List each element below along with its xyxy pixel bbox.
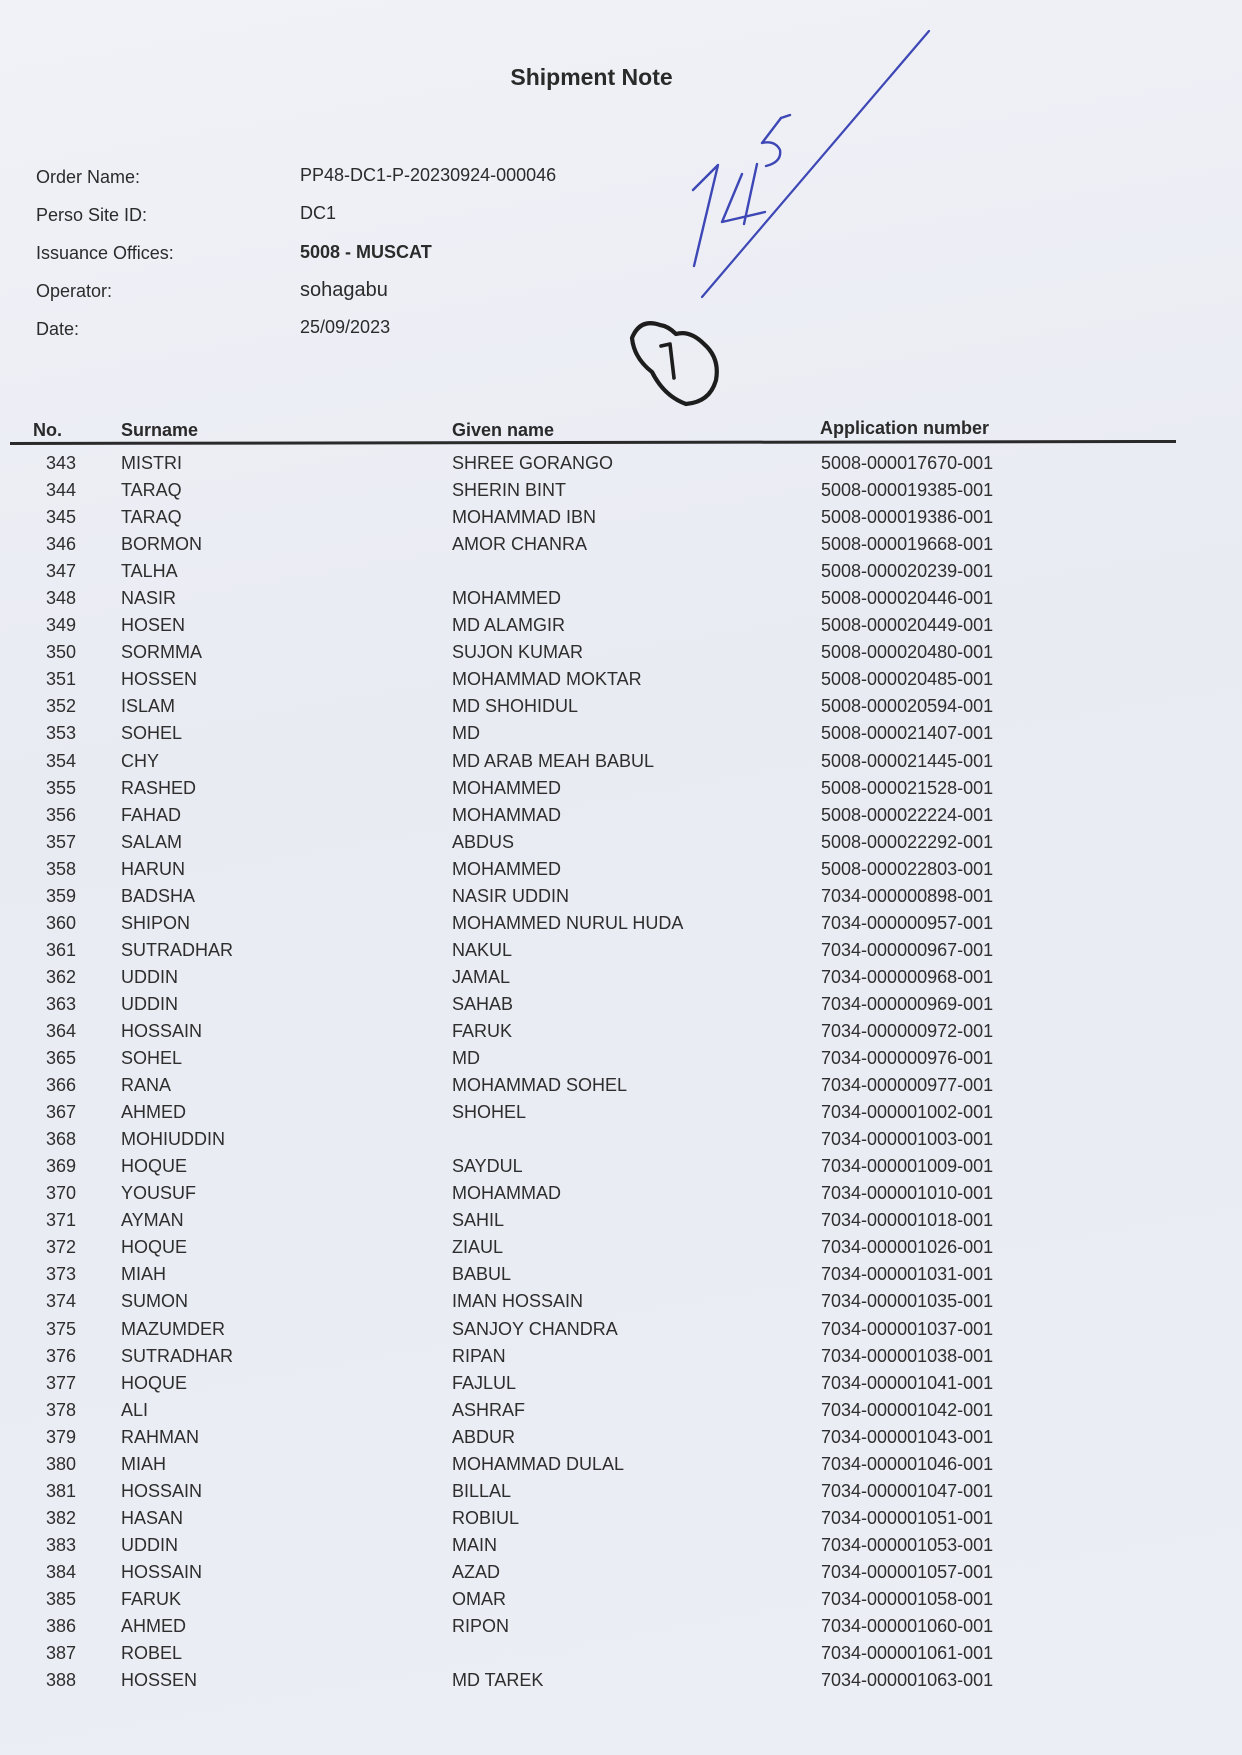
- application-number-cell: 7034-000001037-001: [821, 1318, 994, 1339]
- surname-cell: AHMED: [121, 1102, 187, 1123]
- row-number: 381: [45, 1480, 76, 1501]
- table-row: [0, 750, 1242, 777]
- table-row: [0, 1453, 1242, 1480]
- surname-cell: MIAH: [121, 1264, 166, 1285]
- surname-cell: SUTRADHAR: [121, 1345, 234, 1366]
- application-number-cell: 5008-000020446-001: [821, 588, 994, 609]
- application-number-cell: 7034-000000968-001: [821, 966, 994, 987]
- surname-cell: HASAN: [121, 1507, 184, 1528]
- row-number: 387: [45, 1643, 76, 1664]
- application-number-cell: 5008-000022224-001: [821, 804, 994, 825]
- table-row: [0, 560, 1242, 587]
- surname-cell: NASIR: [121, 588, 177, 609]
- given-name-cell: ASHRAF: [452, 1399, 526, 1420]
- table-row: [0, 641, 1242, 668]
- circled-number-1: [632, 323, 717, 404]
- surname-cell: YOUSUF: [121, 1183, 197, 1204]
- surname-cell: BORMON: [121, 534, 202, 555]
- table-row: [0, 1290, 1242, 1317]
- table-row: [0, 939, 1242, 966]
- row-number: 360: [45, 912, 76, 933]
- row-number: 364: [45, 1020, 76, 1041]
- surname-cell: ISLAM: [121, 696, 176, 717]
- application-number-cell: 5008-000020449-001: [821, 615, 994, 636]
- row-number: 382: [45, 1507, 76, 1528]
- handwritten-count-145: [693, 115, 790, 266]
- row-number: 356: [45, 804, 76, 825]
- row-number: 376: [45, 1345, 76, 1366]
- given-name-cell: MD ALAMGIR: [452, 615, 566, 636]
- table-row: [0, 966, 1242, 993]
- surname-cell: TARAQ: [121, 480, 182, 501]
- application-number-cell: 7034-000001035-001: [821, 1291, 994, 1312]
- given-name-cell: MD SHOHIDUL: [452, 696, 579, 717]
- surname-cell: AYMAN: [121, 1210, 184, 1231]
- surname-cell: FARUK: [121, 1588, 182, 1609]
- row-number: 371: [45, 1210, 76, 1231]
- order-name-value: PP48-DC1-P-20230924-000046: [300, 165, 557, 185]
- table-row: [0, 858, 1242, 885]
- given-name-cell: AMOR CHANRA: [452, 534, 588, 555]
- table-row: [0, 722, 1242, 749]
- surname-cell: SUTRADHAR: [121, 939, 234, 960]
- given-name-cell: MOHAMMED: [452, 777, 561, 798]
- shipment-table-body: [0, 452, 1242, 1696]
- row-number: 379: [45, 1426, 76, 1447]
- table-row: [0, 587, 1242, 614]
- surname-cell: MOHIUDDIN: [121, 1129, 225, 1150]
- table-row: [0, 452, 1242, 479]
- given-name-cell: MOHAMMAD: [452, 804, 561, 825]
- row-number: 385: [45, 1588, 76, 1609]
- surname-cell: SOHEL: [121, 1048, 183, 1069]
- application-number-cell: 7034-000001041-001: [821, 1372, 994, 1393]
- table-row: [0, 993, 1242, 1020]
- header-surname: Surname: [121, 420, 199, 440]
- application-number-cell: 7034-000001057-001: [821, 1561, 994, 1582]
- application-number-cell: 5008-000020239-001: [821, 561, 994, 582]
- row-number: 375: [45, 1318, 76, 1339]
- given-name-cell: MOHAMMAD: [452, 1183, 561, 1204]
- row-number: 366: [45, 1075, 76, 1096]
- row-number: 372: [45, 1237, 76, 1258]
- surname-cell: ALI: [121, 1399, 149, 1420]
- date-value: 25/09/2023: [300, 317, 391, 337]
- surname-cell: HOSEN: [121, 615, 186, 636]
- given-name-cell: MD: [452, 723, 480, 744]
- given-name-cell: MOHAMMED NURUL HUDA: [452, 912, 684, 933]
- row-number: 380: [45, 1453, 76, 1474]
- surname-cell: HOQUE: [121, 1156, 188, 1177]
- application-number-cell: 5008-000020594-001: [821, 696, 994, 717]
- given-name-cell: MOHAMMED: [452, 588, 561, 609]
- given-name-cell: AZAD: [452, 1561, 501, 1582]
- table-row: [0, 1318, 1242, 1345]
- surname-cell: HOSSAIN: [121, 1480, 203, 1501]
- surname-cell: HARUN: [121, 858, 186, 879]
- application-number-cell: 7034-000001031-001: [821, 1264, 994, 1285]
- row-number: 362: [45, 966, 76, 987]
- application-number-cell: 7034-000001009-001: [821, 1156, 994, 1177]
- application-number-cell: 7034-000000976-001: [821, 1048, 994, 1069]
- row-number: 348: [45, 588, 76, 609]
- operator-value: sohagabu: [300, 279, 388, 301]
- given-name-cell: SHERIN BINT: [452, 480, 567, 501]
- table-row: [0, 1507, 1242, 1534]
- given-name-cell: BABUL: [452, 1264, 512, 1285]
- given-name-cell: MAIN: [452, 1534, 497, 1555]
- application-number-cell: 7034-000000957-001: [821, 912, 994, 933]
- row-number: 346: [45, 534, 76, 555]
- given-name-cell: ABDUS: [452, 831, 515, 852]
- surname-cell: FAHAD: [121, 804, 182, 825]
- table-row: [0, 1669, 1242, 1696]
- application-number-cell: 7034-000001047-001: [821, 1480, 994, 1501]
- header-given-name: Given name: [452, 420, 555, 440]
- table-row: [0, 1561, 1242, 1588]
- table-row: [0, 1101, 1242, 1128]
- table-row: [0, 885, 1242, 912]
- table-row: [0, 533, 1242, 560]
- application-number-cell: 7034-000001053-001: [821, 1534, 994, 1555]
- given-name-cell: MOHAMMAD DULAL: [452, 1453, 625, 1474]
- application-number-cell: 7034-000000898-001: [821, 885, 994, 906]
- given-name-cell: SAYDUL: [452, 1156, 523, 1177]
- application-number-cell: 7034-000001046-001: [821, 1453, 994, 1474]
- surname-cell: UDDIN: [121, 966, 178, 987]
- row-number: 377: [45, 1372, 76, 1393]
- table-row: [0, 804, 1242, 831]
- table-row: [0, 1426, 1242, 1453]
- table-row: [0, 614, 1242, 641]
- table-row: [0, 1047, 1242, 1074]
- given-name-cell: MD: [452, 1048, 480, 1069]
- application-number-cell: 7034-000001051-001: [821, 1507, 994, 1528]
- table-row: [0, 1534, 1242, 1561]
- surname-cell: MAZUMDER: [121, 1318, 225, 1339]
- header-application-number: Application number: [820, 418, 990, 438]
- perso-site-label: Perso Site ID:: [36, 205, 148, 225]
- application-number-cell: 7034-000001010-001: [821, 1183, 994, 1204]
- row-number: 343: [45, 453, 76, 473]
- row-number: 344: [45, 480, 76, 501]
- given-name-cell: NASIR UDDIN: [452, 885, 570, 906]
- date-label: Date:: [36, 319, 80, 339]
- surname-cell: BADSHA: [121, 885, 196, 906]
- surname-cell: RASHED: [121, 777, 197, 798]
- surname-cell: SUMON: [121, 1291, 188, 1312]
- table-row: [0, 1074, 1242, 1101]
- row-number: 345: [45, 507, 76, 528]
- given-name-cell: FARUK: [452, 1020, 513, 1041]
- application-number-cell: 5008-000022292-001: [821, 831, 994, 852]
- application-number-cell: 7034-000000972-001: [821, 1020, 994, 1041]
- table-row: [0, 777, 1242, 804]
- table-row: [0, 1372, 1242, 1399]
- given-name-cell: SAHIL: [452, 1210, 505, 1231]
- surname-cell: HOSSEN: [121, 1670, 198, 1691]
- perso-site-value: DC1: [300, 203, 337, 223]
- given-name-cell: SANJOY CHANDRA: [452, 1318, 618, 1339]
- surname-cell: HOSSEN: [121, 669, 198, 690]
- surname-cell: SORMMA: [121, 642, 202, 663]
- row-number: 347: [45, 561, 76, 582]
- row-number: 350: [45, 642, 76, 663]
- order-name-label: Order Name:: [36, 167, 141, 187]
- application-number-cell: 7034-000000977-001: [821, 1075, 994, 1096]
- application-number-cell: 7034-000001058-001: [821, 1588, 994, 1609]
- given-name-cell: MD ARAB MEAH BABUL: [452, 750, 655, 771]
- given-name-cell: SHOHEL: [452, 1102, 527, 1123]
- application-number-cell: 5008-000021445-001: [821, 750, 994, 771]
- given-name-cell: JAMAL: [452, 966, 511, 987]
- surname-cell: MIAH: [121, 1453, 166, 1474]
- table-row: [0, 695, 1242, 722]
- surname-cell: UDDIN: [121, 993, 178, 1014]
- table-row: [0, 1615, 1242, 1642]
- application-number-cell: 7034-000000969-001: [821, 993, 994, 1014]
- table-row: [0, 1020, 1242, 1047]
- surname-cell: SALAM: [121, 831, 183, 852]
- table-row: [0, 1399, 1242, 1426]
- application-number-cell: 7034-000001043-001: [821, 1426, 994, 1447]
- application-number-cell: 7034-000001061-001: [821, 1643, 994, 1664]
- row-number: 384: [45, 1561, 76, 1582]
- given-name-cell: SAHAB: [452, 993, 514, 1014]
- surname-cell: UDDIN: [121, 1534, 178, 1555]
- given-name-cell: ABDUR: [452, 1426, 516, 1447]
- row-number: 349: [45, 615, 76, 636]
- surname-cell: MISTRI: [121, 453, 182, 473]
- application-number-cell: 5008-000022803-001: [821, 858, 994, 879]
- row-number: 368: [45, 1129, 76, 1150]
- surname-cell: HOQUE: [121, 1372, 188, 1393]
- row-number: 357: [45, 831, 76, 852]
- row-number: 351: [45, 669, 76, 690]
- given-name-cell: SHREE GORANGO: [452, 453, 614, 473]
- document-title: Shipment Note: [510, 64, 673, 90]
- given-name-cell: IMAN HOSSAIN: [452, 1291, 584, 1312]
- row-number: 386: [45, 1616, 76, 1637]
- row-number: 369: [45, 1156, 76, 1177]
- application-number-cell: 5008-000020480-001: [821, 642, 994, 663]
- table-row: [0, 1345, 1242, 1372]
- table-row: [0, 1263, 1242, 1290]
- table-row: [0, 1209, 1242, 1236]
- row-number: 367: [45, 1102, 76, 1123]
- table-row: [0, 1128, 1242, 1155]
- table-row: [0, 1182, 1242, 1209]
- table-row: [0, 479, 1242, 506]
- application-number-cell: 5008-000021528-001: [821, 777, 994, 798]
- table-row: [0, 912, 1242, 939]
- given-name-cell: MOHAMMED: [452, 858, 561, 879]
- surname-cell: SHIPON: [121, 912, 191, 933]
- given-name-cell: FAJLUL: [452, 1372, 517, 1393]
- row-number: 365: [45, 1048, 76, 1069]
- issuance-office-label: Issuance Offices:: [36, 243, 174, 263]
- application-number-cell: 7034-000001063-001: [821, 1670, 994, 1691]
- given-name-cell: BILLAL: [452, 1480, 512, 1501]
- application-number-cell: 7034-000001060-001: [821, 1616, 994, 1637]
- table-row: [0, 1480, 1242, 1507]
- application-number-cell: 5008-000017670-001: [821, 453, 994, 473]
- row-number: 374: [45, 1291, 76, 1312]
- table-row: [0, 1155, 1242, 1182]
- given-name-cell: OMAR: [452, 1588, 506, 1609]
- surname-cell: TARAQ: [121, 507, 182, 528]
- given-name-cell: MOHAMMAD SOHEL: [452, 1075, 628, 1096]
- application-number-cell: 7034-000001018-001: [821, 1210, 994, 1231]
- row-number: 373: [45, 1264, 76, 1285]
- given-name-cell: SUJON KUMAR: [452, 642, 584, 663]
- row-number: 353: [45, 723, 76, 744]
- application-number-cell: 7034-000001038-001: [821, 1345, 994, 1366]
- table-row: [0, 1236, 1242, 1263]
- header-no: No.: [33, 420, 62, 440]
- table-row: [0, 831, 1242, 858]
- table-row: [0, 1588, 1242, 1615]
- row-number: 354: [45, 750, 76, 771]
- given-name-cell: RIPAN: [452, 1345, 506, 1366]
- given-name-cell: NAKUL: [452, 939, 513, 960]
- table-row: [0, 506, 1242, 533]
- row-number: 388: [45, 1670, 76, 1691]
- application-number-cell: 7034-000001002-001: [821, 1102, 994, 1123]
- surname-cell: CHY: [121, 750, 160, 771]
- row-number: 355: [45, 777, 76, 798]
- surname-cell: HOQUE: [121, 1237, 188, 1258]
- surname-cell: AHMED: [121, 1616, 187, 1637]
- given-name-cell: RIPON: [452, 1616, 510, 1637]
- application-number-cell: 7034-000001042-001: [821, 1399, 994, 1420]
- row-number: 370: [45, 1183, 76, 1204]
- surname-cell: HOSSAIN: [121, 1561, 203, 1582]
- application-number-cell: 5008-000020485-001: [821, 669, 994, 690]
- application-number-cell: 7034-000001003-001: [821, 1129, 994, 1150]
- row-number: 358: [45, 858, 76, 879]
- given-name-cell: ZIAUL: [452, 1237, 504, 1258]
- given-name-cell: ROBIUL: [452, 1507, 520, 1528]
- application-number-cell: 5008-000019386-001: [821, 507, 994, 528]
- surname-cell: ROBEL: [121, 1643, 183, 1664]
- surname-cell: RANA: [121, 1075, 172, 1096]
- given-name-cell: MOHAMMAD MOKTAR: [452, 669, 642, 690]
- row-number: 352: [45, 696, 76, 717]
- row-number: 378: [45, 1399, 76, 1420]
- application-number-cell: 7034-000000967-001: [821, 939, 994, 960]
- issuance-office-value: 5008 - MUSCAT: [300, 242, 432, 262]
- table-row: [0, 1642, 1242, 1669]
- given-name-cell: MOHAMMAD IBN: [452, 507, 596, 528]
- application-number-cell: 7034-000001026-001: [821, 1237, 994, 1258]
- row-number: 383: [45, 1534, 76, 1555]
- header-rule: [10, 440, 1176, 445]
- application-number-cell: 5008-000021407-001: [821, 723, 994, 744]
- operator-label: Operator:: [36, 281, 113, 301]
- row-number: 363: [45, 993, 76, 1014]
- application-number-cell: 5008-000019668-001: [821, 534, 994, 555]
- surname-cell: TALHA: [121, 561, 178, 582]
- given-name-cell: MD TAREK: [452, 1670, 544, 1691]
- surname-cell: HOSSAIN: [121, 1020, 203, 1041]
- row-number: 361: [45, 939, 76, 960]
- surname-cell: RAHMAN: [121, 1426, 200, 1447]
- application-number-cell: 5008-000019385-001: [821, 480, 994, 501]
- table-row: [0, 668, 1242, 695]
- row-number: 359: [45, 885, 76, 906]
- surname-cell: SOHEL: [121, 723, 183, 744]
